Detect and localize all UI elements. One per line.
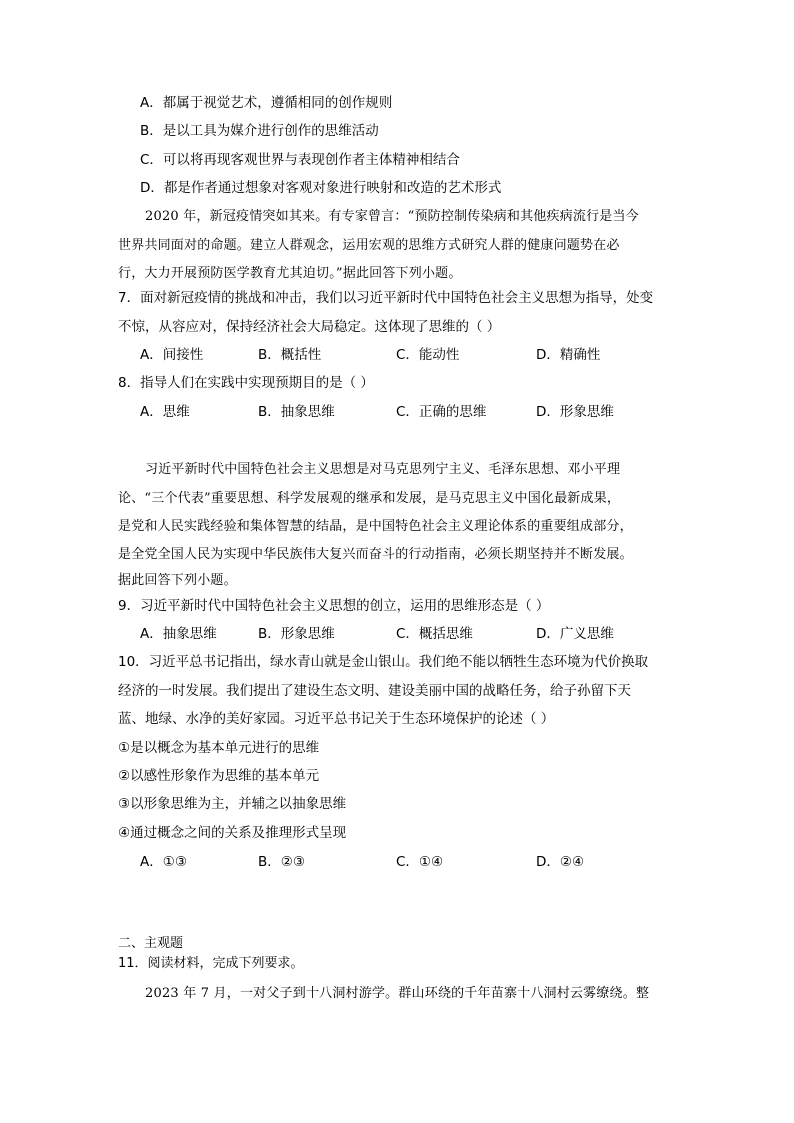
q7-option-b: B．概括性 — [258, 347, 322, 363]
material1-line: 行，大力开展预防医学教育尤其迫切。”据此回答下列小题。 — [118, 266, 462, 281]
q6-option-c: C．可以将再现客观世界与表现创作者主体精神相结合 — [140, 152, 460, 168]
q8-stem: 8．指导人们在实践中实现预期目的是（ ） — [118, 375, 374, 391]
q6-option-b: B．是以工具为媒介进行创作的思维活动 — [140, 123, 379, 139]
q10-statement-4: ④通过概念之间的关系及推理形式呈现 — [118, 825, 347, 841]
q8-option-c: C．正确的思维 — [396, 404, 487, 420]
q10-option-c: C．①④ — [396, 854, 444, 870]
material1-line: 世界共同面对的命题。建立人群观念，运用宏观的思维方式研究人群的健康问题势在必 — [118, 238, 620, 253]
q9-option-b: B．形象思维 — [258, 626, 335, 642]
q9-option-d: D．广义思维 — [536, 626, 614, 642]
q6-option-a: A．都属于视觉艺术，遵循相同的创作规则 — [140, 95, 393, 111]
q11-stem: 11．阅读材料，完成下列要求。 — [118, 956, 304, 971]
q10-stem: 10．习近平总书记指出，绿水青山就是金山银山。我们绝不能以牺牲生态环境为代价换取 — [118, 654, 649, 670]
q10-stem: 经济的一时发展。我们提出了建设生态文明、建设美丽中国的战略任务，给子孙留下天 — [118, 683, 631, 699]
q9-stem: 9．习近平新时代中国特色社会主义思想的创立，运用的思维形态是（ ） — [118, 598, 550, 614]
q7-option-c: C．能动性 — [396, 347, 460, 363]
q8-option-d: D．形象思维 — [536, 404, 614, 420]
q8-option-a: A．思维 — [140, 404, 190, 420]
q7-stem: 不惊，从容应对，保持经济社会大局稳定。这体现了思维的（ ） — [118, 319, 501, 335]
material2-line: 是党和人民实践经验和集体智慧的结晶，是中国特色社会主义理论体系的重要组成部分， — [118, 519, 633, 534]
material1-line: 2020 年，新冠疫情突如其来。有专家曾言：“预防控制传染病和其他疾病流行是当今 — [145, 209, 639, 224]
q7-option-a: A．间接性 — [140, 347, 204, 363]
q10-option-a: A．①③ — [140, 854, 187, 870]
q10-stem: 蓝、地绿、水净的美好家园。习近平总书记关于生态环境保护的论述（ ） — [118, 711, 555, 727]
q6-option-d: D．都是作者通过想象对客观对象进行映射和改造的艺术形式 — [140, 180, 502, 196]
q7-option-d: D．精确性 — [536, 347, 601, 363]
q10-option-b: B．②③ — [258, 854, 305, 870]
q10-statement-2: ②以感性形象作为思维的基本单元 — [118, 768, 320, 784]
material2-line: 是全党全国人民为实现中华民族伟大复兴而奋斗的行动指南，必须长期坚持并不断发展。 — [118, 547, 633, 562]
q11-material-line: 2023 年 7 月，一对父子到十八洞村游学。群山环绕的千年苗寨十八洞村云雾缭绕。整 — [145, 986, 650, 1001]
material2-line: 论、“三个代表”重要思想、科学发展观的继承和发展，是马克思主义中国化最新成果， — [118, 491, 621, 506]
q7-stem: 7．面对新冠疫情的挑战和冲击，我们以习近平新时代中国特色社会主义思想为指导，处变 — [118, 290, 654, 306]
q9-option-c: C．概括思维 — [396, 626, 473, 642]
q9-option-a: A．抽象思维 — [140, 626, 217, 642]
material2-line: 据此回答下列小题。 — [118, 573, 237, 588]
q10-option-d: D．②④ — [536, 854, 585, 870]
material2-line: 习近平新时代中国特色社会主义思想是对马克思列宁主义、毛泽东思想、邓小平理 — [145, 462, 621, 477]
section-title: 二、主观题 — [118, 936, 184, 951]
q8-option-b: B．抽象思维 — [258, 404, 335, 420]
q10-statement-1: ①是以概念为基本单元进行的思维 — [118, 740, 320, 756]
q10-statement-3: ③以形象思维为主，并辅之以抽象思维 — [118, 796, 347, 812]
